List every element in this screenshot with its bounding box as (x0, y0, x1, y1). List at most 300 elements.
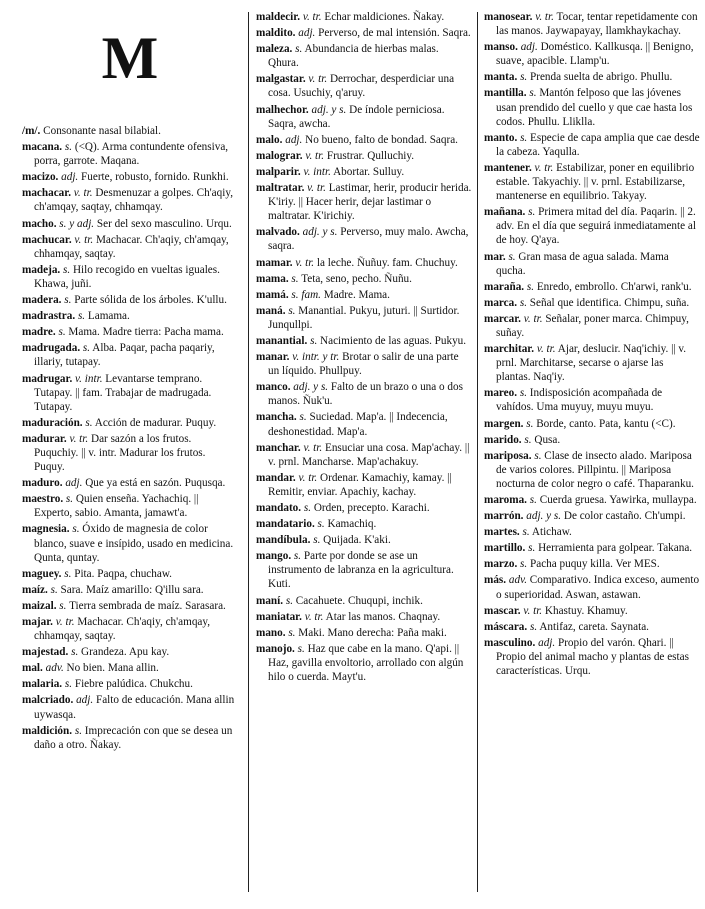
dictionary-entry (484, 525, 700, 539)
entry-headword: mamá. (256, 288, 289, 301)
entry-headword: maroma. (484, 494, 527, 506)
entry-headword: maleza. (256, 43, 293, 56)
dictionary-entry (256, 225, 472, 253)
entry-grammar-tag: s. (526, 417, 534, 430)
entry-grammar-tag: s. (74, 724, 82, 737)
dictionary-entry (22, 677, 238, 691)
entry-definition: Borde, canto. Pata, kantu (<C). (536, 417, 676, 430)
dictionary-entry (484, 417, 700, 431)
entry-headword: margen. (484, 417, 524, 430)
dictionary-entry (484, 509, 700, 523)
dictionary-column-3 (484, 10, 700, 680)
entry-definition: Cuerda gruesa. Yawirka, mullaypa. (539, 494, 697, 506)
entry-definition: Quien enseña. Yachachiq. || Experto, sabio. Amanta, jamawt'a. (34, 493, 199, 520)
entry-grammar-tag: s. (310, 334, 318, 347)
entry-definition: Enredo, embrollo. Ch'arwi, rank'u. (536, 280, 692, 293)
entry-grammar-tag: s. (293, 550, 302, 563)
dictionary-entry (22, 599, 238, 613)
entry-definition: Gran masa de agua salada. Mama qucha. (496, 250, 669, 277)
dictionary-entry (22, 341, 238, 369)
entry-definition: Ensuciar una cosa. Map'achay. || v. prnl. Mancharse. Map'achakuy. (268, 441, 470, 468)
entry-definition: Suciedad. Map'a. || Indecencia, deshonestidad. Map'a. (268, 411, 448, 438)
entry-headword: madera. (22, 294, 62, 307)
entry-headword: malvado. (256, 226, 300, 239)
entry-grammar-tag: s. (63, 263, 71, 276)
dictionary-entry (22, 522, 238, 564)
entry-headword: malo. (256, 133, 283, 146)
entry-definition: No bueno, falto de bondad. Saqra. (305, 133, 458, 146)
entry-definition: Falto de educación. Mana allin uywasqa. (34, 694, 235, 721)
entry-definition: Óxido de magnesia de color blanco, suave e insípido, usado en medicina. Qunta, quntay. (34, 523, 234, 564)
entry-grammar-tag: v. tr. (305, 149, 325, 162)
entry-headword: mamar. (256, 256, 293, 269)
entry-definition: Abundancia de hierbas malas. Qhura. (268, 43, 439, 70)
dictionary-entry (22, 476, 238, 490)
entry-grammar-tag: v. tr. (307, 182, 326, 195)
entry-grammar-tag: s. (529, 494, 537, 506)
dictionary-entry (484, 86, 700, 128)
dictionary-entry (22, 645, 238, 659)
dictionary-entry (22, 170, 238, 184)
entry-grammar-tag: v. tr. (523, 604, 543, 617)
entry-definition: Cacahuete. Chuqupi, inchik. (295, 594, 423, 607)
entry-grammar-tag: v. tr. (295, 256, 315, 269)
dictionary-entry (256, 149, 472, 163)
entry-definition: De índole perniciosa. Saqra, awcha. (268, 103, 445, 130)
entry-headword: maraña. (484, 280, 525, 293)
entry-definition: Señal que identifica. Chimpu, suña. (529, 296, 690, 309)
dictionary-entry (22, 140, 238, 168)
entry-headword: mandar. (256, 471, 296, 484)
dictionary-entry (256, 334, 472, 348)
entry-grammar-tag: s. (519, 387, 527, 400)
entry-definition: Especie de capa amplia que cae desde la cabeza. Yaqulla. (496, 131, 700, 158)
entry-headword: majar. (22, 616, 53, 628)
entry-grammar-tag: s. (288, 304, 296, 317)
entry-grammar-tag: s. (64, 678, 73, 691)
entry-definition: Indisposición acompañada de vahídos. Uma muyuy, muyu muyu. (496, 387, 663, 414)
entry-headword: madrugar. (22, 372, 73, 385)
entry-definition: Grandeza. Apu kay. (81, 646, 170, 659)
dictionary-entry (256, 610, 472, 624)
dictionary-entry (484, 433, 700, 447)
entry-definition: Hilo recogido en vueltas iguales. Khawa, juñi. (34, 263, 220, 290)
entry-headword: macana. (22, 141, 63, 154)
dictionary-entry (256, 441, 472, 469)
dictionary-entry (484, 493, 700, 507)
entry-grammar-tag: s. (317, 518, 325, 531)
dictionary-entry (484, 604, 700, 618)
dictionary-column-1 (22, 10, 238, 754)
entry-headword: maguey. (22, 567, 62, 580)
dictionary-entry (256, 42, 472, 70)
entry-grammar-tag: v. tr. (536, 343, 556, 356)
entry-definition: Herramienta para golpear. Takana. (538, 542, 693, 555)
dictionary-entry (256, 272, 472, 286)
entry-headword: mancha. (256, 411, 297, 424)
entry-grammar-tag: s. (299, 411, 307, 424)
entry-grammar-tag: adj. y s. (302, 226, 338, 239)
entry-grammar-tag: s. (58, 326, 66, 339)
entry-grammar-tag: s. (297, 642, 305, 655)
dictionary-entry (256, 256, 472, 270)
entry-grammar-tag: s. (313, 534, 321, 547)
dictionary-entry (256, 471, 472, 499)
entry-headword: maniatar. (256, 610, 302, 623)
entry-headword: maní. (256, 594, 284, 607)
entry-headword: mariposa. (484, 449, 532, 462)
entry-grammar-tag: v. tr. (298, 471, 318, 484)
entry-headword: manco. (256, 381, 291, 394)
entry-definition: Antifaz, careta. Saynata. (539, 620, 649, 633)
dictionary-entry (484, 296, 700, 310)
dictionary-entry (256, 181, 472, 223)
entry-definition: Sara. Maíz amarillo: Q'illu sara. (60, 583, 204, 596)
dictionary-entry (22, 309, 238, 323)
dictionary-entry (484, 636, 700, 678)
entry-headword: madrugada. (22, 342, 81, 355)
entry-headword: mar. (484, 250, 506, 263)
dictionary-entry (22, 432, 238, 474)
entry-grammar-tag: s. (529, 620, 538, 633)
entry-grammar-tag: s. (520, 558, 528, 571)
entry-headword: marca. (484, 296, 518, 309)
entry-headword: marrón. (484, 510, 524, 523)
entry-grammar-tag: s. (50, 583, 58, 596)
dictionary-entry (256, 133, 472, 147)
entry-definition: Mantón felposo que las jóvenes usan prendido del cuello y que cae hasta los codos. Phullu. Lliklla. (496, 87, 693, 128)
dictionary-entry (22, 372, 238, 414)
entry-headword: marcar. (484, 312, 521, 325)
dictionary-entry (484, 342, 700, 384)
entry-grammar-tag: adj. (61, 171, 79, 184)
entry-headword: madre. (22, 326, 56, 339)
dictionary-entry (484, 573, 700, 601)
dictionary-entry (484, 449, 700, 491)
dictionary-entry (22, 567, 238, 581)
entry-definition: Fiebre palúdica. Chukchu. (74, 678, 193, 691)
dictionary-entry (256, 410, 472, 438)
entry-grammar-tag: v. intr. (303, 165, 331, 178)
entry-headword: mango. (256, 550, 292, 563)
dictionary-entry (256, 288, 472, 302)
entry-headword: marido. (484, 433, 522, 446)
entry-headword: maizal. (22, 599, 57, 612)
entry-headword: manojo. (256, 642, 295, 655)
dictionary-entry (484, 250, 700, 278)
entry-grammar-tag: s. (520, 71, 528, 84)
entry-definition: Ajar, deslucir. Naq'ichiy. || v. prnl. Marchitarse, secarse o ajarse las plantas. Naq'iy. (496, 343, 687, 384)
dictionary-entry (484, 620, 700, 634)
dictionary-entry (484, 312, 700, 340)
entry-grammar-tag: s. (519, 296, 527, 309)
entry-grammar-tag: s. (59, 599, 67, 612)
entry-definition: Tocar, tentar repetidamente con las manos. Jaywapayay, llamkhaykachay. (496, 11, 698, 38)
dictionary-column-2 (256, 10, 472, 686)
dictionary-entry (22, 416, 238, 430)
entry-grammar-tag: s. fam. (291, 288, 321, 301)
dictionary-entry (22, 124, 238, 138)
entry-headword: manta. (484, 71, 518, 84)
entry-headword: martes. (484, 526, 520, 539)
dictionary-entry (22, 263, 238, 291)
entry-headword: maldecir. (256, 11, 301, 23)
entry-headword: machacar. (22, 187, 71, 200)
entry-headword: mareo. (484, 387, 518, 400)
entry-headword: marzo. (484, 558, 518, 571)
dictionary-entry (22, 217, 238, 231)
entry-headword: malparir. (256, 165, 301, 178)
entry-grammar-tag: s. (77, 310, 86, 323)
entry-definition: Alba. Paqar, pacha paqariy, illariy, tutapay. (34, 342, 215, 369)
entry-definition: Derrochar, desperdiciar una cosa. Usuchiy, q'aruy. (268, 73, 455, 100)
entry-grammar-tag: v. tr. (535, 11, 554, 23)
entry-grammar-tag: s. (285, 594, 293, 607)
dictionary-entry (22, 233, 238, 261)
dictionary-entry (484, 386, 700, 414)
entry-definition: la leche. Ñuñuy. fam. Chuchuy. (316, 256, 458, 269)
entry-grammar-tag: s. (534, 449, 542, 462)
entry-headword: mandatario. (256, 518, 315, 531)
entry-headword: majestad. (22, 646, 69, 659)
dictionary-entry (256, 304, 472, 332)
entry-grammar-tag: adv. (508, 574, 527, 587)
entry-grammar-tag: s. (82, 342, 91, 355)
entry-headword: maldito. (256, 27, 296, 40)
entry-definition: Perverso, muy malo. Awcha, saqra. (268, 226, 469, 253)
entry-grammar-tag: adj. (298, 27, 316, 40)
entry-definition: Machacar. Ch'aqiy, ch'amqay, chhamqay, saqtay. (34, 233, 229, 260)
entry-grammar-tag: v. tr. (303, 441, 323, 454)
entry-definition: Nacimiento de las aguas. Pukyu. (320, 334, 467, 347)
entry-grammar-tag: s. (85, 416, 93, 429)
entry-grammar-tag: v. tr. (534, 161, 554, 174)
entry-definition: Parte por donde se ase un instrumento de labranza en la agricultura. Kuti. (268, 550, 454, 591)
dictionary-entry (256, 72, 472, 100)
entry-definition: Frustrar. Qulluchiy. (326, 149, 415, 162)
entry-definition: Khastuy. Khamuy. (544, 604, 628, 617)
column-divider (477, 12, 478, 892)
dictionary-entry (22, 492, 238, 520)
entry-definition: Fuerte, robusto, fornido. Runkhi. (81, 171, 229, 184)
entry-headword: maduración. (22, 416, 83, 429)
dictionary-entry (484, 40, 700, 68)
entry-headword: maltratar. (256, 182, 305, 195)
entry-headword: madurar. (22, 432, 67, 445)
entry-definition: Parte sólida de los árboles. K'ullu. (74, 294, 227, 307)
entry-definition: Tierra sembrada de maíz. Sarasara. (69, 599, 226, 612)
entry-definition: Ser del sexo masculino. Urqu. (96, 217, 232, 230)
entry-grammar-tag: v. intr. y tr. (292, 351, 340, 364)
entry-grammar-tag: adj. (285, 133, 303, 146)
dictionary-entry (256, 533, 472, 547)
entry-definition: Atar las manos. Chaqnay. (325, 610, 441, 623)
entry-headword: maná. (256, 304, 286, 317)
entry-definition: Maki. Mano derecha: Paña maki. (298, 626, 447, 639)
entry-headword: manosear. (484, 11, 533, 23)
entry-grammar-tag: adj. y s. (311, 103, 347, 116)
entry-definition: Pacha puquy killa. Ver MES. (530, 558, 660, 571)
entry-headword: marchitar. (484, 343, 535, 356)
entry-grammar-tag: adj. (520, 41, 538, 54)
entry-headword: manchar. (256, 441, 301, 454)
dictionary-entry (256, 517, 472, 531)
dictionary-entry (484, 541, 700, 555)
entry-grammar-tag: s. (65, 493, 74, 506)
entry-headword: mama. (256, 272, 289, 285)
entry-headword: maldición. (22, 724, 73, 737)
entry-definition: Consonante nasal bilabial. (43, 125, 161, 137)
entry-definition: Ordenar. Kamachiy, kamay. || Remitir, enviar. Apachiy, kachay. (268, 471, 452, 498)
dictionary-entry (22, 293, 238, 307)
entry-definition: Teta, seno, pecho. Ñuñu. (301, 272, 412, 285)
dictionary-entry (256, 380, 472, 408)
entry-grammar-tag: s. (524, 433, 532, 446)
entry-grammar-tag: adj. (65, 477, 83, 490)
entry-headword: mandíbula. (256, 534, 311, 547)
entry-grammar-tag: s. (508, 250, 516, 263)
entry-headword: manto. (484, 131, 518, 144)
entry-headword: más. (484, 574, 507, 587)
dictionary-entry (484, 557, 700, 571)
entry-headword: mantener. (484, 161, 532, 174)
entry-definition: Que ya está en sazón. Puqusqa. (85, 477, 226, 490)
entry-definition: Manantial. Pukyu, juturi. || Surtidor. Junqullpi. (268, 304, 460, 331)
entry-headword: mascar. (484, 604, 521, 617)
entry-grammar-tag: v. intr. (75, 372, 103, 385)
dictionary-entry (256, 10, 472, 24)
entry-definition: Lastimar, herir, producir herida. K'iriy. || Hacer herir, dejar lastimar o maltratar. K'irichiy. (268, 182, 472, 223)
entry-grammar-tag: s. y adj. (59, 217, 95, 230)
entry-definition: Doméstico. Kallkusqa. || Benigno, suave, apacible. Llamp'u. (496, 41, 694, 68)
dictionary-entry (256, 594, 472, 608)
entry-definition: Abortar. Sulluy. (333, 165, 405, 178)
entry-headword: malograr. (256, 149, 303, 162)
entry-grammar-tag: s. (526, 280, 535, 293)
entry-headword: máscara. (484, 620, 528, 633)
entry-grammar-tag: s. (303, 502, 312, 514)
entry-definition: Atichaw. (531, 526, 572, 539)
entry-grammar-tag: s. (528, 206, 536, 219)
entry-definition: Echar maldiciones. Ñakay. (324, 11, 445, 23)
dictionary-entry (484, 161, 700, 203)
entry-headword: masculino. (484, 636, 536, 649)
entry-definition: Dar sazón a los frutos. Puquchiy. || v. intr. Madurar los frutos. Puquy. (34, 432, 206, 474)
entry-grammar-tag: adj. y s. (526, 510, 562, 523)
entry-grammar-tag: v. tr. (69, 432, 89, 445)
dictionary-entry (22, 724, 238, 752)
dictionary-entry (22, 325, 238, 339)
entry-grammar-tag: s. (71, 646, 79, 659)
dictionary-entry (256, 103, 472, 131)
entry-definition: Orden, precepto. Karachi. (313, 502, 430, 514)
entry-grammar-tag: s. (64, 567, 72, 580)
entry-grammar-tag: s. (529, 87, 537, 100)
entry-definition: Desmenuzar a golpes. Ch'aqiy, ch'amqay, saqtay, chhamqay. (34, 187, 234, 214)
entry-definition: Madre. Mama. (323, 288, 390, 301)
entry-grammar-tag: v. tr. (74, 233, 94, 246)
entry-definition: Mama. Madre tierra: Pacha mama. (68, 326, 224, 339)
entry-grammar-tag: s. (64, 141, 73, 154)
dictionary-entry (484, 131, 700, 159)
dictionary-entry (484, 205, 700, 247)
entry-headword: machucar. (22, 233, 72, 246)
entry-headword: maíz. (22, 583, 48, 596)
entry-definition: Prenda suelta de abrigo. Phullu. (530, 71, 673, 84)
entry-definition: Kamachiq. (327, 518, 377, 531)
entry-definition: Clase de insecto alado. Mariposa de varios colores. Pillpintu. || Mariposa nocturna de color negro o café. Thaparanku. (496, 449, 694, 490)
entry-headword: maduro. (22, 477, 63, 490)
entry-headword: mantilla. (484, 87, 527, 100)
entry-headword: maestro. (22, 493, 64, 506)
entry-headword: madrastra. (22, 310, 76, 323)
dictionary-entry (256, 501, 472, 515)
entry-headword: macizo. (22, 171, 59, 184)
entry-definition: Señalar, poner marca. Chimpuy, suñay. (496, 312, 689, 339)
entry-definition: Lamama. (87, 310, 130, 323)
entry-definition: Falto de un brazo o una o dos manos. Ñuk'u. (268, 381, 463, 408)
entry-headword: mal. (22, 662, 43, 675)
dictionary-entry (256, 165, 472, 179)
entry-definition: Machacar. Ch'aqiy, ch'amqay, chhamqay, saqtay. (34, 616, 211, 643)
entry-definition: Comparativo. Indica exceso, aumento o superioridad. Aswan, astawan. (496, 574, 700, 601)
entry-headword: martillo. (484, 542, 526, 555)
entry-definition: Haz que cabe en la mano. Q'api. || Haz, gavilla envoltorio, arrollado con algún hilo o cuerda. Mayt'u. (268, 642, 464, 684)
entry-grammar-tag: s. (528, 542, 536, 555)
dictionary-entry (256, 626, 472, 640)
entry-grammar-tag: adj. y s. (293, 381, 329, 394)
dictionary-entry (256, 26, 472, 40)
entry-headword: mandato. (256, 502, 302, 514)
entry-grammar-tag: v. tr. (302, 11, 322, 23)
entry-grammar-tag: v. tr. (523, 312, 543, 325)
entry-grammar-tag: v. tr. (73, 187, 93, 200)
entry-definition: De color castaño. Ch'umpi. (563, 510, 686, 523)
entry-headword: /m/. (22, 125, 41, 137)
entry-definition: Estabilizar, poner en equilibrio estable. Takyachiy. || v. prnl. Estabilizarse, mantenerse en equilibrio. Takyay. (496, 161, 695, 203)
entry-definition: Pita. Paqpa, chuchaw. (74, 567, 172, 580)
dictionary-entry (22, 583, 238, 597)
entry-definition: Imprecación con que se desea un daño a otro. Ñakay. (34, 724, 233, 751)
entry-grammar-tag: v. tr. (304, 610, 324, 623)
column-divider (248, 12, 249, 892)
entry-grammar-tag: s. (288, 626, 296, 639)
dictionary-entry (484, 10, 700, 38)
entry-headword: madeja. (22, 263, 61, 276)
dictionary-entry (484, 280, 700, 294)
entry-headword: magnesia. (22, 523, 70, 536)
entry-headword: manar. (256, 351, 290, 364)
dictionary-entry (484, 70, 700, 84)
entry-grammar-tag: adv. (45, 662, 64, 675)
section-letter: M (101, 25, 159, 91)
entry-headword: macho. (22, 217, 57, 230)
entry-definition: Primera mitad del día. Paqarin. || 2. adv. En el día que seguirá inmediatamente al de hoy. Q'aya. (496, 206, 696, 247)
entry-grammar-tag: v. tr. (308, 73, 328, 86)
entry-grammar-tag: adj. (76, 694, 94, 707)
dictionary-entry (22, 186, 238, 214)
entry-grammar-tag: s. (520, 131, 528, 144)
entry-headword: manantial. (256, 334, 308, 347)
entry-definition: Quijada. K'aki. (323, 534, 391, 547)
dictionary-entry (22, 661, 238, 675)
entry-definition: Qusa. (534, 433, 561, 446)
dictionary-entry (22, 615, 238, 643)
entry-definition: No bien. Mana allin. (66, 662, 159, 675)
entry-headword: malaria. (22, 678, 63, 691)
entry-grammar-tag: s. (72, 523, 80, 536)
entry-definition: Levantarse temprano. Tutapay. || fam. Trabajar de madrugada. Tutapay. (34, 372, 212, 413)
